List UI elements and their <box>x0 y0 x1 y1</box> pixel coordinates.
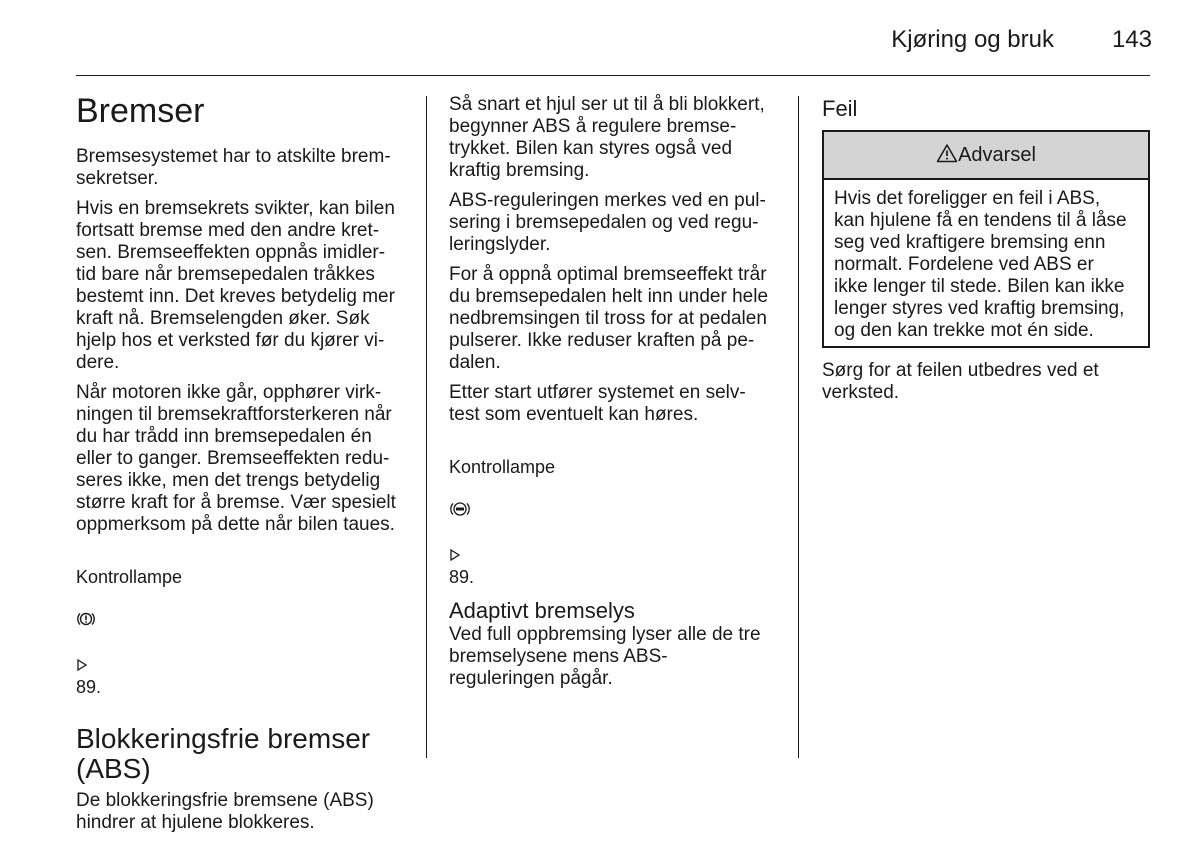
warning-title: Advarsel <box>958 144 1036 166</box>
paragraph: For å oppnå optimal bremseeffekt trår du bremsepedalen helt inn under hele nedbremsingen til tross for at pedalen pulserer. Ikke reduser kraften på pe- dalen. <box>449 264 769 373</box>
section-heading-adaptive-brake-light: Adaptivt bremselys <box>449 598 635 623</box>
paragraph: Bremsesystemet har to atskilte brem- sekretser. <box>76 146 391 189</box>
reference-page: 89. <box>76 677 102 697</box>
arrow-right-icon <box>449 522 461 566</box>
column-1 <box>76 92 411 842</box>
section-title: Kjøring og bruk <box>891 26 1054 53</box>
column-divider-1 <box>426 96 427 758</box>
section-heading-bremser: Bremser <box>76 92 205 130</box>
paragraph: Hvis en bremsekrets svikter, kan bilen fortsatt bremse med den andre kret- sen. Bremseeffekten oppnås imidler- tid bare når bremsepedalen tråkkes bestemt inn. Det kreves betydelig mer kraft nå. Bremselengden øker. Søk hjelp hos et verksted før du kjører vi- dere. <box>76 198 395 373</box>
paragraph: Så snart et hjul ser ut til å bli blokkert, begynner ABS å regulere bremse- trykket. Bilen kan styres også ved kraftig bremsing. <box>449 94 765 181</box>
section-heading-abs: Blokkeringsfrie bremser (ABS) <box>76 723 371 784</box>
paragraph: Ved full oppbremsing lyser alle de tre bremselysene mens ABS- reguleringen pågår. <box>449 624 761 689</box>
warning-box <box>822 130 1150 348</box>
paragraph: De blokkeringsfrie bremsene (ABS) hindrer at hjulene blokkeres. <box>76 790 374 833</box>
column-3 <box>822 92 1150 412</box>
paragraph: Etter start utfører systemet en selv- test som eventuelt kan høres. <box>449 382 746 425</box>
section-heading-feil: Feil <box>822 96 858 121</box>
paragraph: Når motoren ikke går, opphører virk- ningen til bremsekraftforsterkeren når du har trådd inn bremsepedalen én eller to ganger. Bremseeffekten redu- seres ikke, men det trengs betydelig større kraft for å bremse. Vær spesielt oppmerksom på dette når bilen taues. <box>76 382 396 535</box>
column-divider-2 <box>798 96 799 758</box>
reference-page: 89. <box>449 567 475 587</box>
page-number: 143 <box>1111 26 1152 53</box>
paragraph: Sørg for at feilen utbedres ved et verksted. <box>822 360 1099 403</box>
arrow-right-icon <box>76 632 88 676</box>
brake-warning-icon <box>76 588 96 632</box>
warning-text: Hvis det foreligger en feil i ABS, kan hjulene få en tendens til å låse seg ved kraftigere bremsing enn normalt. Fordelene ved ABS er ikke lenger til stede. Bilen kan ikke lenger styres ved kraftig bremsing, og den kan trekke mot én side. <box>834 188 1127 341</box>
paragraph: ABS-reguleringen merkes ved en pul- sering i bremsepedalen og ved regu- leringslyder. <box>449 190 766 255</box>
warning-header <box>824 132 1148 180</box>
column-2 <box>449 94 784 698</box>
warning-triangle-icon <box>936 143 958 168</box>
cross-reference[interactable] <box>449 434 784 588</box>
cross-reference[interactable] <box>76 544 411 698</box>
reference-label: Kontrollampe <box>76 567 183 587</box>
reference-label: Kontrollampe <box>449 457 556 477</box>
abs-icon <box>449 478 471 522</box>
header-divider <box>76 75 1150 76</box>
